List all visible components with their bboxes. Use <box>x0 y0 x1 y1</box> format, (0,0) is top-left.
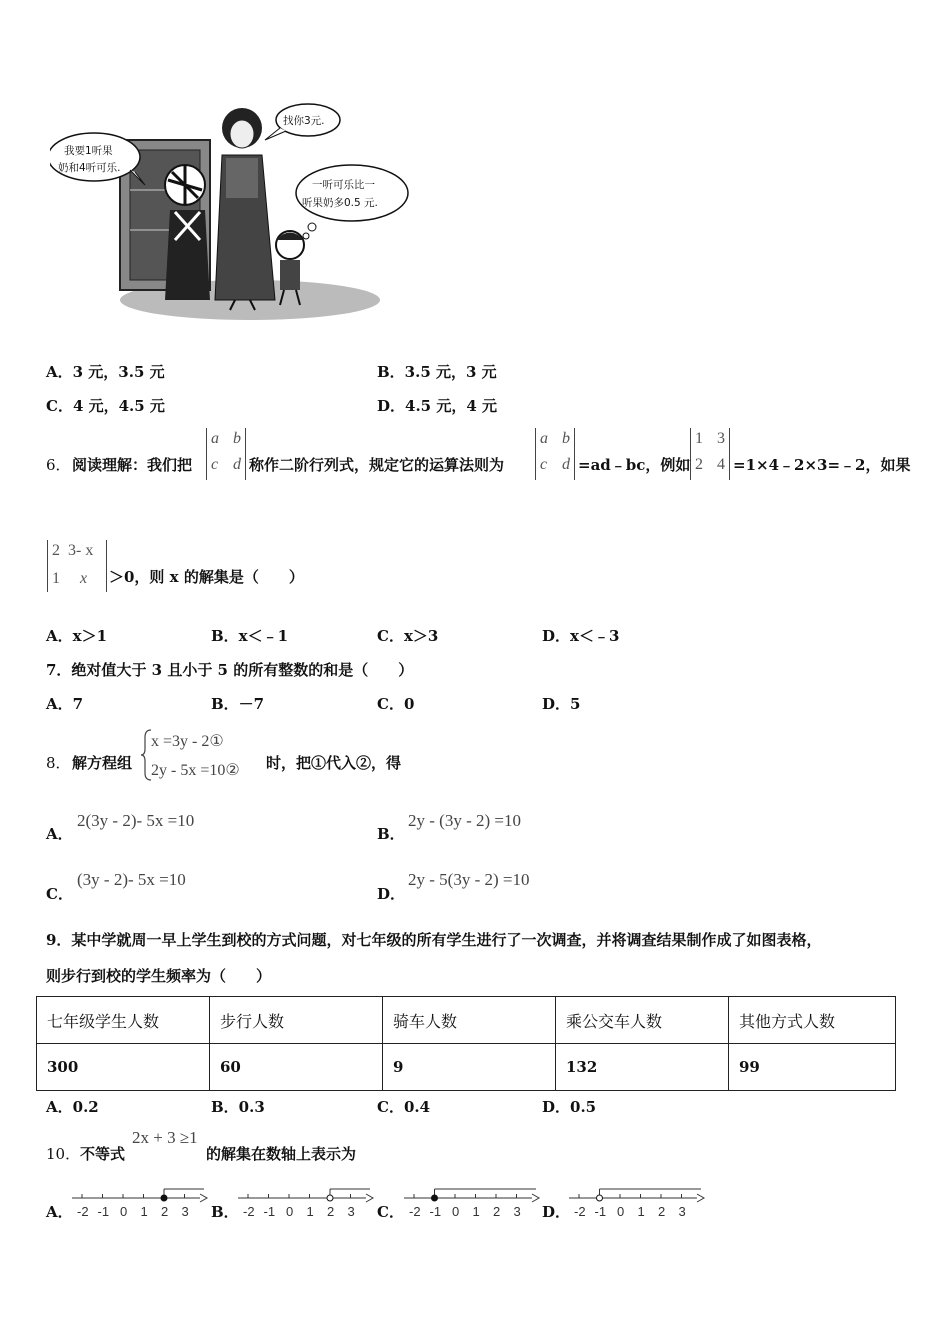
q8-equation-system <box>139 727 269 783</box>
shop-cartoon-illustration <box>50 100 412 328</box>
tick-label: -2 <box>574 1204 586 1219</box>
q7-option-c[interactable]: C．0 <box>377 695 415 713</box>
q6-determinant-example: 1 3 2 4 <box>690 428 730 480</box>
q6-stem-number: 6． <box>46 456 71 474</box>
tick-label: 0 <box>452 1204 460 1219</box>
q8-option-c-label[interactable]: C． <box>46 885 73 903</box>
q10-option-d-number-line[interactable] <box>567 1184 707 1220</box>
table-cell: 60 <box>210 1044 383 1091</box>
q6-option-b[interactable]: B．x＜﹣1 <box>211 627 289 645</box>
q10-option-d-label[interactable]: D． <box>542 1203 571 1221</box>
axis-arrow <box>697 1194 704 1202</box>
q9-option-a[interactable]: A．0.2 <box>46 1098 99 1116</box>
bubble-top-text: 找你3元. <box>283 115 325 127</box>
tick-label: -1 <box>429 1204 442 1219</box>
table-cell: 132 <box>556 1044 729 1091</box>
q10-option-b-number-line[interactable] <box>236 1184 376 1220</box>
q10-stem-number: 10． <box>46 1145 81 1163</box>
q6-option-a[interactable]: A．x＞1 <box>46 627 108 645</box>
bubble-right-line2: 听果奶多0.5 元. <box>302 197 378 209</box>
tick-label: -2 <box>243 1204 255 1219</box>
bubble-left-line2: 奶和4听可乐. <box>58 162 121 174</box>
q9-survey-table <box>36 996 896 1091</box>
tick-label: 3 <box>513 1204 521 1219</box>
q8-stem-part2: 时，把①代入②，得 <box>266 754 402 772</box>
table-header-cell: 七年级学生人数 <box>37 997 210 1044</box>
closed-endpoint <box>432 1195 438 1201</box>
q9-stem-line2: 则步行到校的学生频率为（ ） <box>46 967 272 985</box>
tick-label: 2 <box>327 1204 335 1219</box>
axis-arrow <box>366 1194 373 1202</box>
bubble-left-line1: 我要1听果 <box>64 145 113 157</box>
tick-label: -1 <box>594 1204 607 1219</box>
q8-option-a-expr[interactable]: 2(3y - 2)- 5x =10 <box>77 811 195 830</box>
closed-endpoint <box>161 1195 167 1201</box>
table-row <box>37 1044 896 1091</box>
table-header-cell: 步行人数 <box>210 997 383 1044</box>
tick-label: -2 <box>409 1204 421 1219</box>
q5-option-c[interactable]: C．4 元，4.5 元 <box>46 397 165 415</box>
q10-option-a-label[interactable]: A． <box>46 1203 73 1221</box>
q9-stem-line1: 9．某中学就周一早上学生到校的方式问题，对七年级的所有学生进行了一次调查，并将调查结果制作成了如图表格， <box>46 931 822 949</box>
q10-option-c-label[interactable]: C． <box>377 1203 404 1221</box>
table-cell: 9 <box>383 1044 556 1091</box>
tick-label: -2 <box>77 1204 89 1219</box>
tick-label: -1 <box>97 1204 110 1219</box>
q6-determinant-abcd: a b c d <box>206 428 246 480</box>
tick-label: 0 <box>617 1204 625 1219</box>
table-cell: 99 <box>729 1044 896 1091</box>
tick-label: 0 <box>286 1204 294 1219</box>
tick-label: 3 <box>347 1204 355 1219</box>
open-endpoint <box>597 1195 603 1201</box>
tick-label: 0 <box>120 1204 128 1219</box>
q10-option-a-number-line[interactable] <box>70 1184 210 1220</box>
table-header-cell: 乘公交车人数 <box>556 997 729 1044</box>
q10-inequality: 2x + 3 ≥1 <box>132 1128 198 1147</box>
q6-stem-part4: =1×4﹣2×3=﹣2，如果 <box>733 456 911 474</box>
open-endpoint <box>327 1195 333 1201</box>
q10-option-b-label[interactable]: B． <box>211 1203 239 1221</box>
q9-option-c[interactable]: C．0.4 <box>377 1098 431 1116</box>
q5-option-a[interactable]: A．3 元，3.5 元 <box>46 363 165 381</box>
tick-label: 2 <box>161 1204 169 1219</box>
table-header-cell: 其他方式人数 <box>729 997 896 1044</box>
q8-option-b-label[interactable]: B． <box>377 825 405 843</box>
q7-stem: 7．绝对值大于 3 且小于 5 的所有整数的和是（ ） <box>46 661 414 679</box>
q6-option-d[interactable]: D．x＜﹣3 <box>542 627 620 645</box>
q5-option-d[interactable]: D．4.5 元，4 元 <box>377 397 497 415</box>
tick-label: 2 <box>658 1204 666 1219</box>
q10-stem-part2: 的解集在数轴上表示为 <box>206 1145 357 1163</box>
tick-label: 1 <box>637 1204 645 1219</box>
q8-stem-part1: 解方程组 <box>72 754 133 772</box>
table-header-cell: 骑车人数 <box>383 997 556 1044</box>
tick-label: 3 <box>678 1204 686 1219</box>
q8-option-d-expr[interactable]: 2y - 5(3y - 2) =10 <box>408 870 530 889</box>
q9-option-b[interactable]: B．0.3 <box>211 1098 265 1116</box>
tick-label: -1 <box>263 1204 276 1219</box>
axis-arrow <box>200 1194 207 1202</box>
q9-option-d[interactable]: D．0.5 <box>542 1098 597 1116</box>
tick-label: 2 <box>493 1204 501 1219</box>
q8-option-c-expr[interactable]: (3y - 2)- 5x =10 <box>77 870 186 889</box>
axis-arrow <box>532 1194 539 1202</box>
tick-label: 1 <box>140 1204 148 1219</box>
table-header-row <box>37 997 896 1044</box>
q6-stem-part2: 称作二阶行列式，规定它的运算法则为 <box>249 456 505 474</box>
q6-determinant-question: 2 3- x 1 x <box>47 540 107 592</box>
bubble-right-line1: 一听可乐比一 <box>312 179 375 191</box>
q8-option-a-label[interactable]: A． <box>46 825 73 843</box>
q8-equation-1: x =3y - 2① <box>151 733 224 750</box>
tick-label: 3 <box>181 1204 189 1219</box>
q8-equation-2: 2y - 5x =10② <box>151 762 240 779</box>
q6-stem-part3: =ad﹣bc，例如 <box>578 456 691 474</box>
q10-option-c-number-line[interactable] <box>402 1184 542 1220</box>
tick-label: 1 <box>472 1204 480 1219</box>
q8-option-b-expr[interactable]: 2y - (3y - 2) =10 <box>408 811 521 830</box>
tick-label: 1 <box>306 1204 314 1219</box>
q7-option-a[interactable]: A．7 <box>46 695 84 713</box>
q5-option-b[interactable]: B．3.5 元，3 元 <box>377 363 497 381</box>
q8-stem-number: 8． <box>46 754 71 772</box>
q6-option-c[interactable]: C．x＞3 <box>377 627 439 645</box>
table-cell: 300 <box>37 1044 210 1091</box>
q6-stem-part5: ＞0，则 x 的解集是（ ） <box>109 568 304 586</box>
q6-determinant-rule: a b c d <box>535 428 575 480</box>
q6-stem-part1: 阅读理解：我们把 <box>72 456 193 474</box>
q7-option-b[interactable]: B．－7 <box>211 695 265 713</box>
q7-option-d[interactable]: D．5 <box>542 695 581 713</box>
q10-stem-part1: 不等式 <box>80 1145 126 1163</box>
q8-option-d-label[interactable]: D． <box>377 885 406 903</box>
